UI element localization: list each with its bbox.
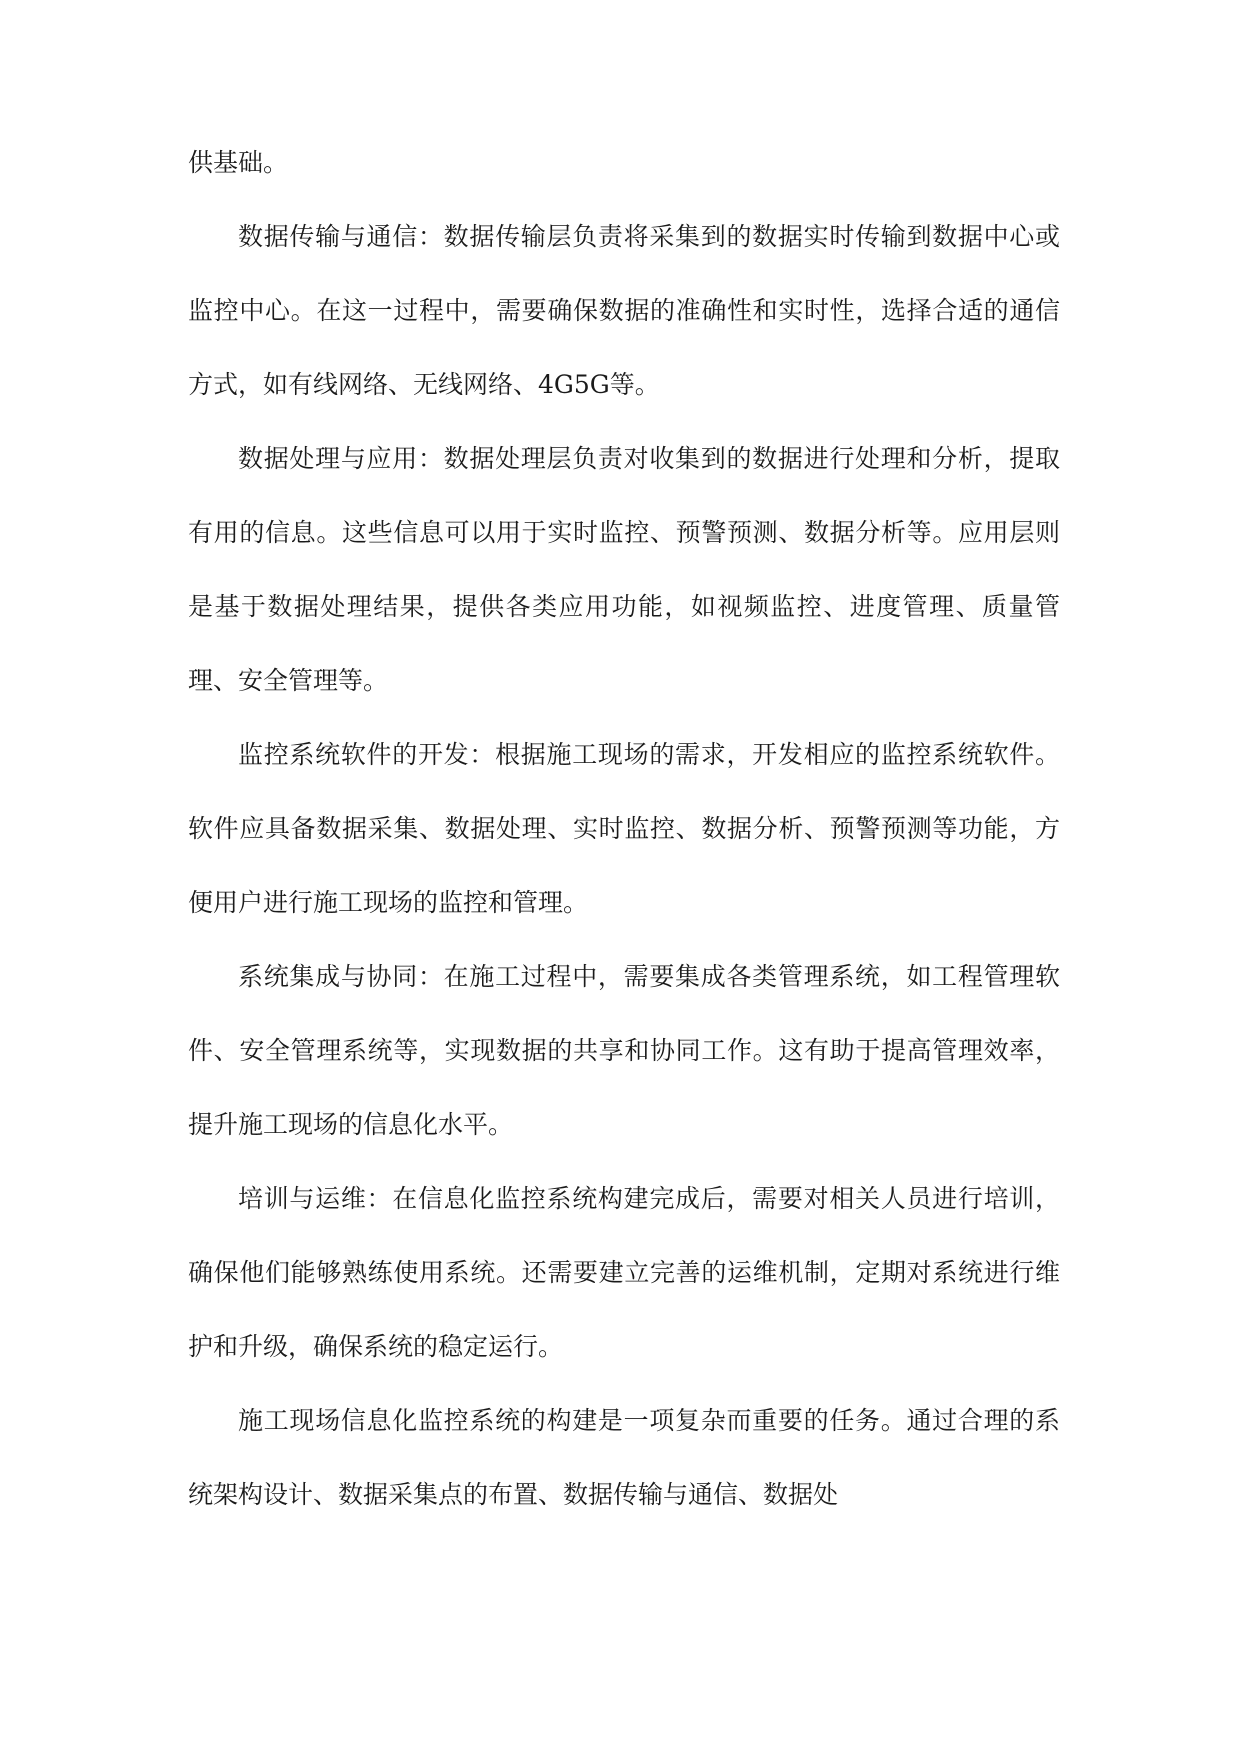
paragraph-system-integration: 系统集成与协同：在施工过程中，需要集成各类管理系统，如工程管理软件、安全管理系统等，实现数据的共享和协同工作。这有助于提高管理效率，提升施工现场的信息化水平。 xyxy=(188,962,1060,1139)
paragraph-software-development: 监控系统软件的开发：根据施工现场的需求，开发相应的监控系统软件。软件应具备数据采集、数据处理、实时监控、数据分析、预警预测等功能，方便用户进行施工现场的监控和管理。 xyxy=(188,740,1060,917)
paragraph-conclusion: 施工现场信息化监控系统的构建是一项复杂而重要的任务。通过合理的系统架构设计、数据采集点的布置、数据传输与通信、数据处 xyxy=(188,1406,1060,1509)
paragraph-data-transmission: 数据传输与通信：数据传输层负责将采集到的数据实时传输到数据中心或监控中心。在这一过程中，需要确保数据的准确性和实时性，选择合适的通信方式，如有线网络、无线网络、4G5G等。 xyxy=(188,222,1060,399)
paragraph-continuation: 供基础。 xyxy=(188,148,289,177)
paragraph-training-maintenance: 培训与运维：在信息化监控系统构建完成后，需要对相关人员进行培训，确保他们能够熟练使用系统。还需要建立完善的运维机制，定期对系统进行维护和升级，确保系统的稳定运行。 xyxy=(188,1184,1060,1361)
document-body xyxy=(188,126,1060,1532)
paragraph-data-processing: 数据处理与应用：数据处理层负责对收集到的数据进行处理和分析，提取有用的信息。这些信息可以用于实时监控、预警预测、数据分析等。应用层则是基于数据处理结果，提供各类应用功能，如视频监控、进度管理、质量管理、安全管理等。 xyxy=(188,444,1060,695)
